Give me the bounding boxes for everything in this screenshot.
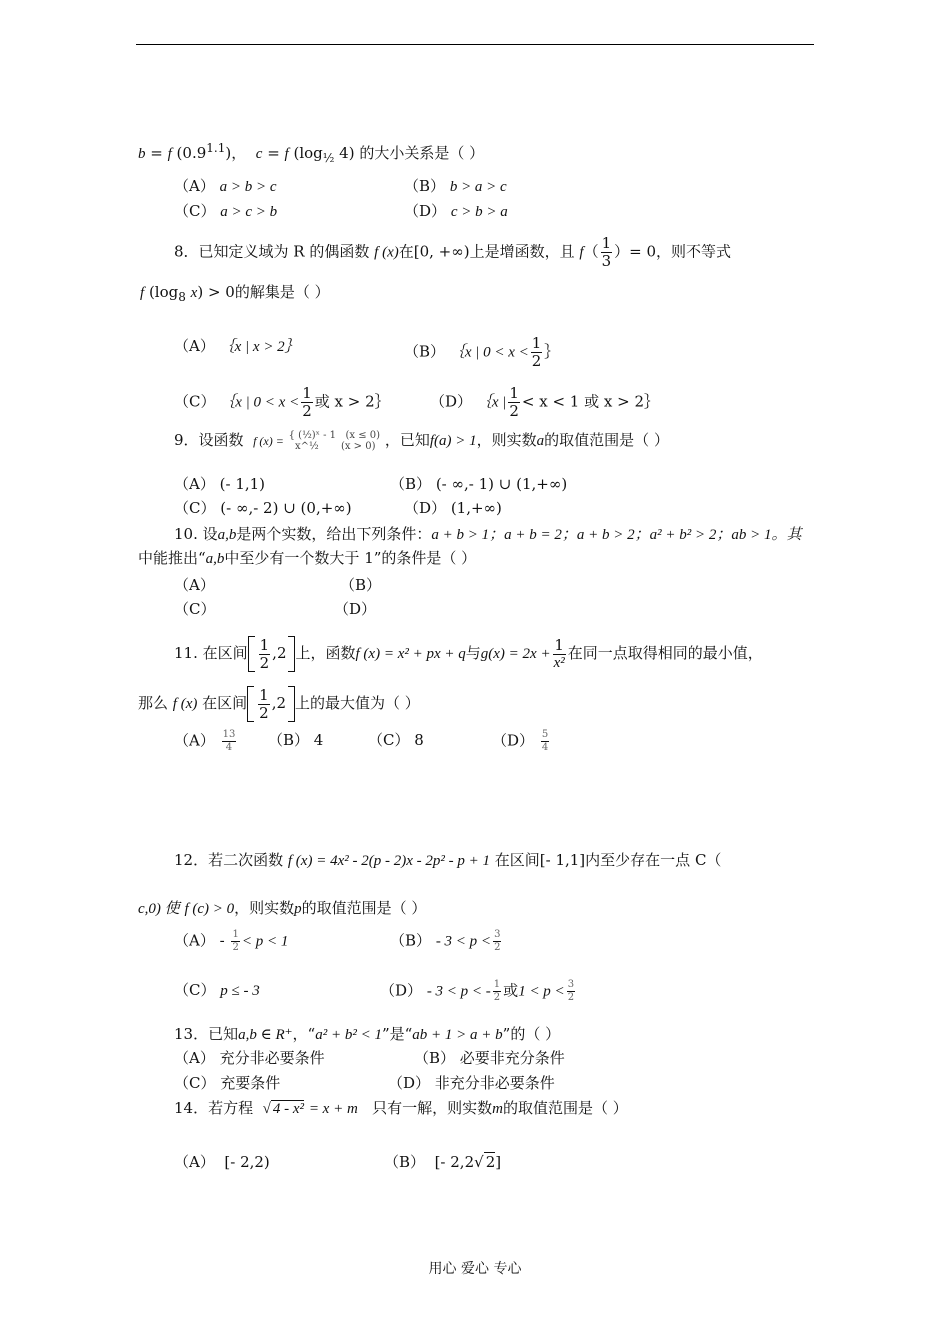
q9-option-b[interactable]: （B） (- ∞,- 1) ∪ (1,+∞) [390, 475, 568, 493]
q14-stem: 14．若方程 √ 4 - x² = x + m 只有一解，则实数m的取值范围是（ ） [174, 1099, 628, 1117]
q7-option-c[interactable]: （C） a > c > b [174, 202, 278, 220]
q8-stem-line2: f ($\log_8$ x) > 0的解集是（ ） [140, 283, 330, 304]
header-rule [136, 44, 814, 45]
q10-option-a[interactable]: （A） [174, 576, 215, 594]
q12-option-d[interactable]: （D） - 3 < p < - $\frac{1}{2}$ 或1 < p < $\frac{3}{2}$ [380, 979, 575, 1003]
q8-stem: 8．已知定义域为 R 的偶函数 f (x)在[0, +∞)上是增函数，且 f（ $\frac{1}{3}$ ）= 0，则不等式 [174, 234, 732, 270]
q9-stem: 9．设函数 f (x) = { (½)ˣ - 1 (x ≤ 0) x^½ (x > 0) ，已知f(a) > 1，则实数a的取值范围是（ ） [174, 430, 669, 452]
q14-option-b[interactable]: （B） [- 2,2√ 2] [384, 1153, 502, 1171]
q13-option-c[interactable]: （C） 充要条件 [174, 1074, 281, 1092]
q7-option-b[interactable]: （B） b > a > c [404, 177, 507, 195]
q8-option-b[interactable]: （B） ｛x | 0 < x < $\frac{1}{2}$ ｝ [404, 334, 560, 370]
q10-option-c[interactable]: （C） [174, 600, 216, 618]
q7-option-d[interactable]: （D） c > b > a [404, 202, 508, 220]
q13-option-d[interactable]: （D） 非充分非必要条件 [388, 1074, 555, 1092]
q8-option-d[interactable]: （D） ｛x | $\frac{1}{2}$ < x < 1 或 x > 2｝ [430, 384, 659, 420]
q7-stem: b = f $(0.9^{1.1})$， c = f ($\log_{\frac{1}{2}}$ 4) 的大小关系是（ ） [138, 141, 485, 165]
q11-stem: 11. 在区间 $\frac{1}{2}$ ,2 上，函数f (x) = x² + px + q与g(x) = 2x + $\frac{1}{\text{x²}}$ 在同一点取得相同的最小值， [174, 635, 763, 672]
q11-option-a[interactable]: （A） $\frac{13}{4}$ [174, 729, 236, 753]
q14-option-a[interactable]: （A） [- 2,2) [174, 1153, 270, 1171]
q8-option-c[interactable]: （C） ｛x | 0 < x < $\frac{1}{2}$ 或 x > 2｝ [174, 384, 390, 420]
q13-stem: 13．已知a,b ∈ R⁺，“a² + b² < 1”是“ab + 1 > a + b”的（ ） [174, 1025, 561, 1043]
page-footer: 用心 爱心 专心 [428, 1261, 522, 1277]
q12-option-a[interactable]: （A） - $\frac{1}{2}$ < p < 1 [174, 929, 289, 953]
q11-option-b[interactable]: （B） 4 [268, 731, 324, 749]
q10-stem: 10. 设a,b是两个实数，给出下列条件：a + b > 1；a + b = 2；a + b > 2；a² + b² > 2；ab > 1。其 [174, 525, 802, 543]
q11-option-d[interactable]: （D） $\frac{5}{4}$ [492, 729, 549, 753]
q11-option-c[interactable]: （C） 8 [368, 731, 424, 749]
q10-option-b[interactable]: （B） [340, 576, 382, 594]
q12-stem-line2: c,0) 使 f (c) > 0，则实数p的取值范围是（ ） [138, 899, 427, 917]
q12-option-b[interactable]: （B） - 3 < p < $\frac{3}{2}$ [390, 929, 501, 953]
q10-option-d[interactable]: （D） [334, 600, 377, 618]
q9-option-a[interactable]: （A） (- 1,1) [174, 475, 266, 493]
q11-stem-line2: 那么 f (x) 在区间 $\frac{1}{2}$ ,2 上的最大值为（ ） [138, 685, 420, 722]
q12-option-c[interactable]: （C） p ≤ - 3 [174, 981, 260, 999]
q13-option-a[interactable]: （A） 充分非必要条件 [174, 1049, 325, 1067]
q13-option-b[interactable]: （B） 必要非充分条件 [414, 1049, 565, 1067]
q9-option-d[interactable]: （D） (1,+∞) [404, 499, 502, 517]
q9-option-c[interactable]: （C） (- ∞,- 2) ∪ (0,+∞) [174, 499, 352, 517]
q7-option-a[interactable]: （A） a > b > c [174, 177, 277, 195]
q10-stem-line2: 中能推出“a,b中至少有一个数大于 1”的条件是（ ） [138, 549, 477, 567]
q8-option-a[interactable]: （A） ｛x | x > 2｝ [174, 337, 300, 355]
q12-stem: 12．若二次函数 f (x) = 4x² - 2(p - 2)x - 2p² - p + 1 在区间[- 1,1]内至少存在一点 C（ [174, 851, 722, 869]
